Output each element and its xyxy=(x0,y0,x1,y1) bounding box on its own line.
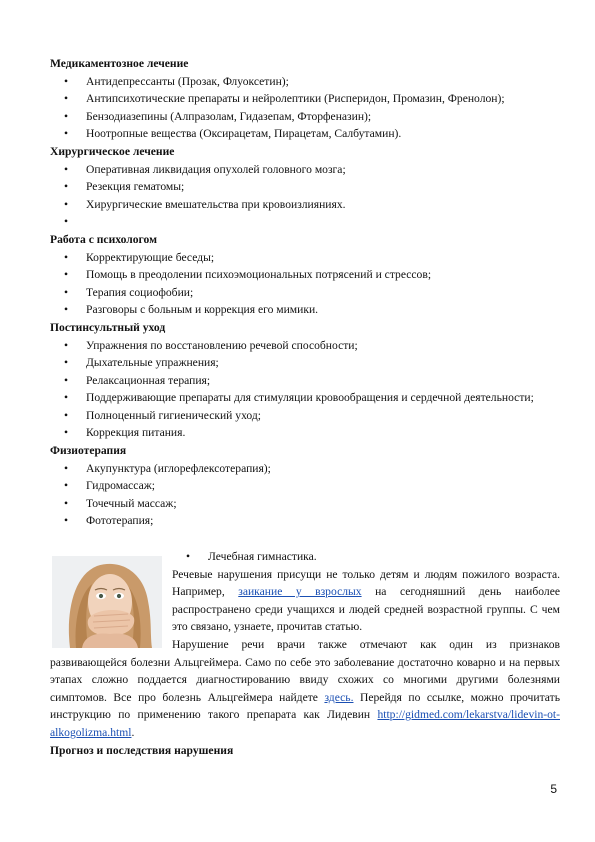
list-item: • Терапия социофобии; xyxy=(50,284,560,302)
section-title: Хирургическое лечение xyxy=(50,144,175,158)
section-physiotherapy xyxy=(50,442,560,530)
list-item: • Дыхательные упражнения; xyxy=(50,354,560,372)
list-item: • Оперативная ликвидация опухолей головного мозга; xyxy=(50,161,560,179)
list-item: • Бензодиазепины (Алпразолам, Гидазепам, Фторфеназин); xyxy=(50,108,560,126)
list-item: • Антидепрессанты (Прозак, Флуоксетин); xyxy=(50,73,560,91)
paragraph-speech-disorders: Речевые нарушения присущи не только детям и людям пожилого возраста. Например, заикание у взрослых на сегодняшний день наиболее распространено среди учащихся и людей средней возрастной группы. С чем это связано, узнаете, прочитав статью. xyxy=(172,567,560,634)
list-item: • Точечный массаж; xyxy=(50,495,560,513)
list-item: • Корректирующие беседы; xyxy=(50,249,560,267)
bullet-list xyxy=(50,161,560,231)
section-medication xyxy=(50,55,560,143)
list-item-empty xyxy=(50,213,560,231)
page-number: 5 xyxy=(550,782,557,796)
list-item: • Релаксационная терапия; xyxy=(50,372,560,390)
list-item: • Коррекция питания. xyxy=(50,424,560,442)
bullet-list xyxy=(172,548,560,566)
list-item: • Лечебная гимнастика. xyxy=(172,548,560,566)
section-psychologist xyxy=(50,231,560,319)
list-item: • Упражнения по восстановлению речевой способности; xyxy=(50,337,560,355)
list-item: • Полноценный гигиенический уход; xyxy=(50,407,560,425)
list-item: • Помощь в преодолении психоэмоциональных потрясений и стрессов; xyxy=(50,266,560,284)
document-body xyxy=(50,55,560,530)
list-item: • Акупунктура (иглорефлексотерапия); xyxy=(50,460,560,478)
list-item: • Поддерживающие препараты для стимуляции кровообращения и сердечной деятельности; xyxy=(50,389,560,407)
section-title: Медикаментозное лечение xyxy=(50,57,189,70)
text-with-image xyxy=(50,548,560,759)
stuttering-link[interactable]: заикание у взрослых xyxy=(238,585,362,599)
section-title: Работа с психологом xyxy=(50,232,157,246)
alzheimer-link[interactable]: здесь. xyxy=(324,690,354,704)
list-item: • Фототерапия; xyxy=(50,512,560,530)
section-title: Постинсультный уход xyxy=(50,320,166,334)
final-heading: Прогноз и последствия нарушения xyxy=(50,743,234,757)
lidevin-link[interactable]: http://gidmed.com/lekarstva/lidevin-ot-alkogolizma.html xyxy=(50,708,560,739)
list-item: • Резекция гематомы; xyxy=(50,178,560,196)
list-item: • Антипсихотические препараты и нейролептики (Рисперидон, Промазин, Френолон); xyxy=(50,90,560,108)
list-item: • Гидромассаж; xyxy=(50,477,560,495)
section-title: Физиотерапия xyxy=(50,444,127,458)
list-item: • Ноотропные вещества (Оксирацетам, Пирацетам, Салбутамин). xyxy=(50,125,560,143)
list-item: • Хирургические вмешательства при кровоизлияниях. xyxy=(50,196,560,214)
bullet-list xyxy=(50,249,560,319)
bullet-list xyxy=(50,460,560,530)
paragraph-alzheimer: Нарушение речи врачи также отмечают как один из признаков развивающейся болезни Альцгеймера. Само по себе это заболевание достаточно коварно и на первых этапах сложно поддается диагностированию ввиду схожих со многими другими болезнями симптомов. Все про болезнь Альцгеймера найдете здесь. Перейдя по ссылке, можно прочитать инструкцию по применению такого препарата как Лидевин http://gidmed.com/lekarstva/lidevin-ot-alkogolizma.html. xyxy=(50,637,560,739)
bullet-list xyxy=(50,73,560,143)
bullet-list xyxy=(50,337,560,443)
list-item: • Разговоры с больным и коррекция его мимики. xyxy=(50,301,560,319)
section-post-stroke xyxy=(50,319,560,442)
section-surgery xyxy=(50,143,560,231)
